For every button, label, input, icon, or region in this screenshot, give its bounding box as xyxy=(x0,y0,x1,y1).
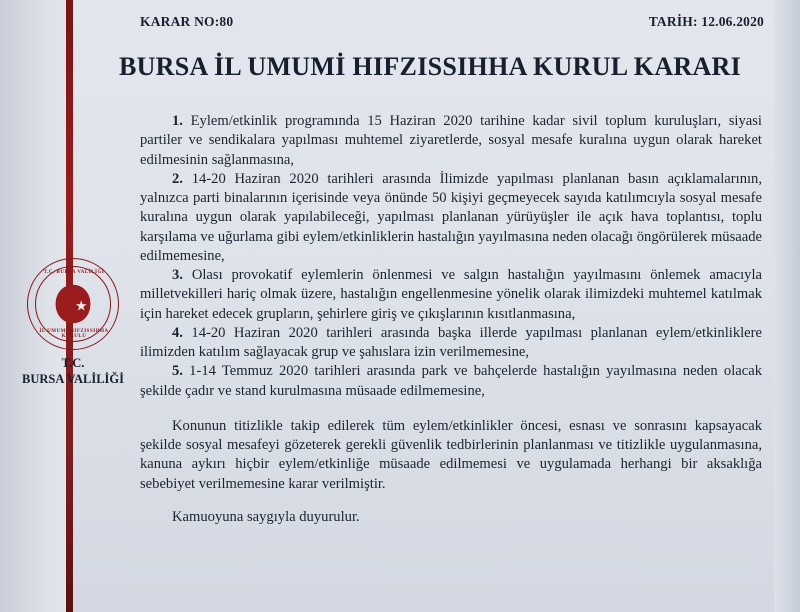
seal-arc-bottom-text: İL UMUMİ HIFZISSIHHA KURULU xyxy=(39,329,109,339)
document-body xyxy=(140,112,762,527)
seal-arc-top-text: T.C. BURSA VALİLİĞİ xyxy=(43,270,105,275)
item-text: 14-20 Haziran 2020 tarihleri arasında başka illerde yapılması planlanan eylem/etkinliklere ilimizden katılım sağlayacak grup ve şahıslara izin verilmemesine, xyxy=(140,324,762,360)
item-text: Eylem/etkinlik programında 15 Haziran 2020 tarihine kadar sivil toplum kuruluşları, siyasi partiler ve sendikalara yapılması muhtemel ziyaretlerde, sosyal mesafe kuralına uygun olarak hareket edilmesinin sağlanmasına, xyxy=(140,113,762,168)
seal-label xyxy=(18,356,128,387)
page-right-margin xyxy=(774,0,800,612)
decision-item xyxy=(140,170,762,266)
announcement-paragraph: Kamuoyuna saygıyla duyurulur. xyxy=(172,508,360,525)
decision-item xyxy=(140,362,762,401)
item-number: 5. xyxy=(172,363,183,380)
item-text: Olası provokatif eylemlerin önlenmesi ve salgın hastalığın yayılmasını önlemek amacıyla milletvekilleri hariç olmak üzere, hastalığın engellenmesine yönelik olarak ilimizdeki muhtemel katılmak için hareket edecek grupların, şehirlere giriş ve çıkışlarının kısıtlanmasına, xyxy=(140,267,762,322)
item-text: 14-20 Haziran 2020 tarihleri arasında İlimizde yapılması planlanan basın açıklamalarının, yalnızca parti binalarının içerisinde veya önünde 50 kişiyi geçmeyecek sayıda katılımcıyla sosyal mesafe kuralına uygun olarak yapılabileceği, yapılması planlanan yürüyüşler ile açık hava toplantısı, toplu karşılama ve uğurlama gibi eylem/etkinliklerin hastalığın yayılmasına neden olacağı öngörülerek müsaade edilmemesine, xyxy=(140,170,762,264)
decision-item xyxy=(140,266,762,324)
item-text: 1-14 Temmuz 2020 tarihleri arasında park ve bahçelerde hastalığın yayılmasına neden olacak şekilde çadır ve stand kurulmasına müsaade edilmemesine, xyxy=(140,363,762,399)
item-number: 4. xyxy=(172,324,183,341)
official-seal xyxy=(18,258,128,387)
decision-item xyxy=(140,324,762,363)
seal-label-line2: BURSA VALİLİĞİ xyxy=(21,371,124,386)
decision-number: KARAR NO:80 xyxy=(140,14,234,29)
seal-label-line1: T.C. xyxy=(61,356,85,370)
decision-item xyxy=(140,112,762,170)
page-title: BURSA İL UMUMİ HIFZISSIHHA KURUL KARARI xyxy=(118,52,742,81)
closing-paragraph: Konunun titizlikle takip edilerek tüm eylem/etkinlikler öncesi, esnası ve sonrasını kapsayacak şekilde sosyal mesafeyi gözeterek gerekli güvenlik tedbirlerinin planlanması ve titizlikle uygulanmasına, kanuna aykırı hiçbir eylem/etkinliğe müsaade edilmemesi ve uygulamada herhangi bir aksaklığa sebebiyet verilmemesine karar verilmiştir. xyxy=(140,417,762,492)
item-number: 2. xyxy=(172,170,183,187)
crescent-star-crest-icon xyxy=(51,282,95,326)
document-header xyxy=(140,14,764,30)
item-number: 1. xyxy=(172,113,183,129)
item-number: 3. xyxy=(172,267,183,283)
decision-date: TARİH: 12.06.2020 xyxy=(648,14,764,29)
seal-circle xyxy=(27,258,119,350)
